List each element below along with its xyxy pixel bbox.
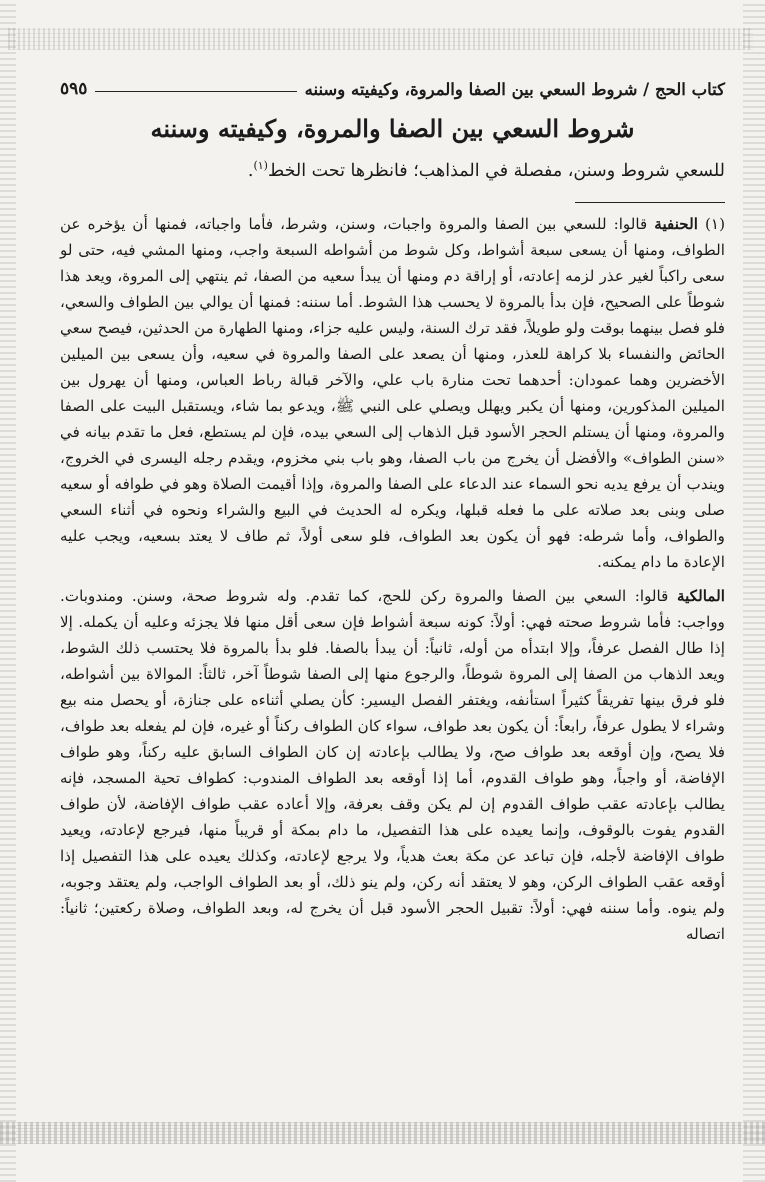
footnote-reference: (١) — [253, 159, 268, 172]
page-number: ٥٩٥ — [60, 79, 88, 99]
footnote-maliki — [60, 583, 725, 947]
scan-border-left — [0, 0, 16, 1182]
intro-end: . — [247, 160, 254, 181]
header-rule — [95, 91, 296, 92]
madhhab-term-maliki: المالكية — [677, 586, 725, 605]
section-title: شروط السعي بين الصفا والمروة، وكيفيته وسننه — [150, 114, 635, 143]
footnote-hanafi — [60, 211, 725, 575]
running-header — [60, 76, 725, 102]
book-page — [60, 76, 725, 947]
scan-border-top — [8, 28, 753, 50]
footnote-marker: (١) — [704, 214, 726, 233]
running-title: كتاب الحج / شروط السعي بين الصفا والمروة، وكيفيته وسننه — [304, 79, 725, 99]
footnote-hanafi-text: قالوا: للسعي بين الصفا والمروة واجبات، وسنن، وشرط، فأما واجباته، فمنها أن يؤخره عن الطواف، ومنها أن يسعى سبعة أشواط، وكل شوط من أشواطه السبعة واجب، ومنها المشي فيه، حتى لو سعى راكباً لغير عذر لزمه إعادته، أو إراقة دم ومنها أن يبدأ سعيه من الصفا، ثم ينتهي إلى المروة، ويعد هذا شوطاً على الصحيح، فإن بدأ بالمروة لا يحسب هذا الشوط. أما سننه: فمنها أن يوالي بين الطواف والسعي، فلو فصل بينهما بوقت ولو طويلاً، فقد ترك السنة، وليس عليه جزاء، ومنها الطهارة من الحدثين، فيصح سعي الحائض والنفساء بلا كراهة للعذر، ومنها أن يصعد على الصفا والمروة في سعيه، وأن يسعى بين الميلين الأخضرين وهما عمودان: أحدهما تحت منارة باب علي، والآخر قبالة رباط العباس، ومنها أن يهرول بين الميلين المذكورين، ومنها أن يكبر ويهلل ويصلي على النبي ﷺ، ويدعو بما شاء، ويستقبل البيت على الصفا والمروة، ومنها أن يستلم الحجر الأسود قبل الذهاب إلى السعي بيده، فإن لم يستطع، فعل ما تقدم بيانه في «سنن الطواف» والأفضل أن يخرج من باب الصفا، وهو باب بني مخزوم، ويقدم رجله اليسرى في الخروج، ويندب أن يرفع يديه نحو السماء عند الدعاء على الصفا والمروة، وإذا أقيمت الصلاة وهو في طوافه أو سعيه صلى وبنى بعد صلاته على ما فعله قبلها، ويكره له الحديث في البيع والشراء ونحوه في أثناء السعي والطواف، وأما شرطه: فهو أن يكون بعد الطواف، فلو سعى أولاً، ثم طاف لا يعتد بسعيه، ويجب عليه الإعادة ما دام يمكنه. — [60, 214, 725, 571]
scan-border-bottom — [0, 1122, 765, 1144]
intro-text: للسعي شروط وسنن، مفصلة في المذاهب؛ فانظرها تحت الخط — [267, 160, 725, 181]
madhhab-term-hanafi: الحنفية — [654, 214, 698, 233]
footnote-separator — [575, 202, 725, 203]
scan-border-right — [743, 0, 765, 1182]
section-intro — [60, 153, 725, 184]
footnote-maliki-text: قالوا: السعي بين الصفا والمروة ركن للحج، كما تقدم. وله شروط صحة، وسنن. ومندوبات. وواجب: فأما شروط صحته فهي: أولاً: كونه سبعة أشواط فإن سعى أقل منها فلا يجزئه وعليه أن يكمله. إلا إذا طال الفصل عرفاً، وإلا ابتدأه من أوله، ثانياً: أن يبدأ بالصفا. فلو بدأ بالمروة فلا يحتسب ذلك الشوط، ويعد الذهاب من الصفا إلى المروة شوطاً، والرجوع منها إلى الصفا شوطاً آخر، ثالثاً: الموالاة بين أشواطه، فلو فرق بينها تفريقاً كثيراً استأنفه، ويغتفر الفصل اليسير: كأن يصلي أثناءه على جنازة، أو يحصل منه بيع وشراء لا يطول عرفاً، رابعاً: أن يكون بعد طواف، سواء كان الطواف ركناً أو غيره، فإن لم يفعله بعد طواف، فلا يصح، وإن أوقعه بعد طواف صح، ولا يطالب بإعادته إن كان الطواف السابق عليه ركناً، وهو طواف الإفاضة، أو واجباً، وهو طواف القدوم، أما إذا أوقعه بعد الطواف المندوب: كطواف تحية المسجد، فإنه يطالب بإعادته عقب طواف القدوم إن لم يكن وقف بعرفة، وإلا أعاده عقب طواف الإفاضة، لأن طواف القدوم يفوت بالوقوف، وإنما يعيده على هذا التفصيل، ما دام بمكة أو قريباً منها، فيرجع لإعادته، ويعيد طواف الإفاضة لأجله، فإن تباعد عن مكة بعث هدياً، ولا يرجع لإعادته، وكذلك يعيده على هذا التفصيل إذا أوقعه عقب الطواف الركن، وهو لا يعتقد أنه ركن، ولم ينو ذلك، أو بعد الطواف الواجب، ولم يعتقد وجوبه، ولم ينوه. وأما سننه فهي: أولاً: تقبيل الحجر الأسود قبل أن يخرج له، وبعد الطواف، وصلاة ركعتين؛ ثانياً: اتصاله — [60, 586, 725, 943]
